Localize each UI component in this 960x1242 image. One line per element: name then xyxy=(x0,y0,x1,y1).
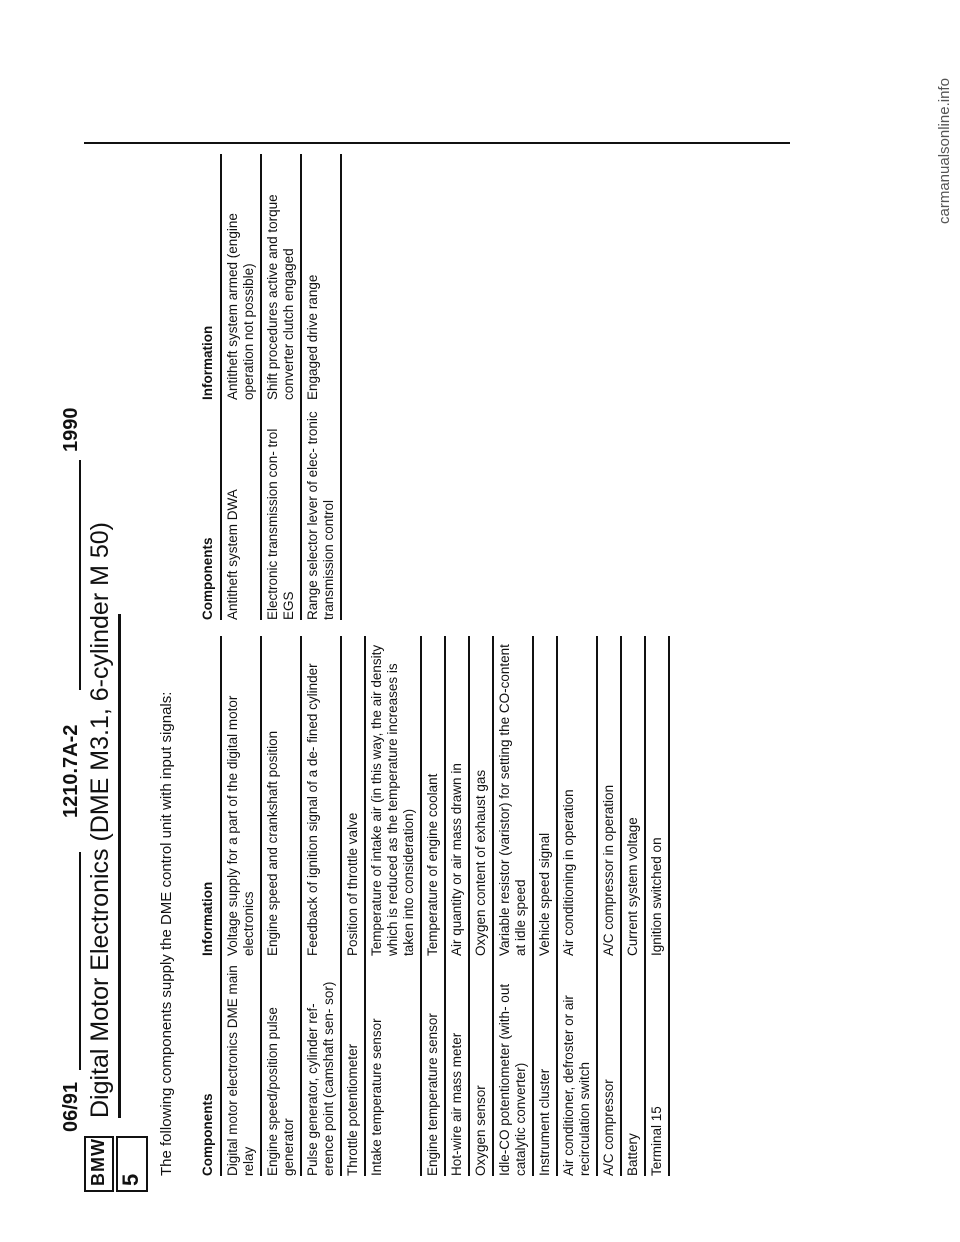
component-cell: Idle-CO potentiometer (with- out catalytic converter) xyxy=(497,983,528,1176)
header-doc-number: 1210.7A-2 xyxy=(60,724,82,818)
page-title: Digital Motor Electronics (DME M3.1, 6-cylinder M 50) xyxy=(86,522,114,1118)
component-cell: Antitheft system DWA xyxy=(225,489,240,620)
component-cell: Digital motor electronics DME main relay xyxy=(225,965,256,1176)
table-row xyxy=(597,636,621,1176)
col-information-header: Information xyxy=(200,325,215,400)
component-cell: Electronic transmission con- trol EGS xyxy=(265,428,296,620)
information-cell: Position of throttle valve xyxy=(345,812,360,956)
component-cell: Engine speed/position pulse generator xyxy=(265,1007,296,1176)
component-cell: Oxygen sensor xyxy=(473,1085,488,1176)
component-cell: Hot-wire air mass meter xyxy=(449,1032,464,1176)
col-components-header: Components xyxy=(200,537,215,620)
component-cell: Engine temperature sensor xyxy=(425,1013,440,1176)
information-cell: Air quantity or air mass drawn in xyxy=(449,763,464,956)
information-cell: Temperature of engine coolant xyxy=(425,773,440,956)
component-cell: Air conditioner, defroster or air recirculation switch xyxy=(561,995,592,1176)
information-cell: Temperature of intake air (in this way, the air density which is reduced as the temperature increases is taken into consideration) xyxy=(369,644,416,956)
component-cell: Throttle potentiometer xyxy=(345,1043,360,1176)
information-cell: Vehicle speed signal xyxy=(537,832,552,956)
title-underline xyxy=(118,614,121,1118)
information-cell: Feedback of ignition signal of a de- fined cylinder xyxy=(305,663,320,956)
information-cell: Oxygen content of exhaust gas xyxy=(473,769,488,956)
header-date: 06/91 xyxy=(60,1081,82,1132)
table-row xyxy=(341,636,365,1176)
information-cell: Air conditioning in operation xyxy=(561,789,576,956)
bmw-5-series-logo xyxy=(84,1132,148,1192)
component-cell: Battery xyxy=(625,1133,640,1176)
input-signals-table-left xyxy=(200,636,670,1176)
header-rule-left xyxy=(79,852,81,1070)
component-cell: Intake temperature sensor xyxy=(369,1018,384,1176)
table-row xyxy=(261,636,301,1176)
table-row xyxy=(621,636,645,1176)
information-cell: Current system voltage xyxy=(625,817,640,956)
information-cell: Ignition switched on xyxy=(649,837,664,956)
information-cell: Engaged drive range xyxy=(305,274,320,400)
table-row xyxy=(493,636,533,1176)
table-row xyxy=(261,154,301,620)
table-header-row xyxy=(200,636,221,1176)
col-information-header: Information xyxy=(200,881,215,956)
table-row xyxy=(421,636,445,1176)
component-cell: Range selector lever of elec- tronic transmission control xyxy=(305,411,336,620)
table-row xyxy=(469,636,493,1176)
information-cell: Variable resistor (varistor) for setting the CO-content at idle speed xyxy=(497,644,528,956)
margin-rule xyxy=(84,142,790,144)
logo-series: 5 xyxy=(118,1173,143,1186)
information-cell: A/C compressor in operation xyxy=(601,784,616,956)
table-row xyxy=(301,154,341,620)
component-cell: Pulse generator, cylinder ref- erence point (camshaft sen- sor) xyxy=(305,981,336,1176)
table-row xyxy=(445,636,469,1176)
watermark-text: carmanualsonline.info xyxy=(936,78,953,224)
table-row xyxy=(221,636,261,1176)
table-row xyxy=(557,636,597,1176)
table-row xyxy=(533,636,557,1176)
component-cell: Instrument cluster xyxy=(537,1068,552,1176)
table-row xyxy=(221,154,261,620)
header-year: 1990 xyxy=(60,407,82,452)
table-row xyxy=(645,636,669,1176)
col-components-header: Components xyxy=(200,1093,215,1176)
table-header-row xyxy=(200,154,221,620)
input-signals-table-right xyxy=(200,154,342,620)
information-cell: Engine speed and crankshaft position xyxy=(265,730,280,956)
logo-brand: BMW xyxy=(88,1138,108,1186)
component-cell: A/C compressor xyxy=(601,1079,616,1176)
header-rule-right xyxy=(79,460,81,690)
table-row xyxy=(301,636,341,1176)
logo-brand-box xyxy=(84,1136,114,1192)
table-row xyxy=(365,636,421,1176)
intro-text: The following components supply the DME control unit with input signals: xyxy=(158,691,175,1176)
information-cell: Shift procedures active and torque converter clutch engaged xyxy=(265,194,296,400)
information-cell: Antitheft system armed (engine operation not possible) xyxy=(225,213,256,400)
logo-series-box xyxy=(116,1136,148,1192)
information-cell: Voltage supply for a part of the digital motor electronics xyxy=(225,695,256,956)
component-cell: Terminal 15 xyxy=(649,1106,664,1176)
